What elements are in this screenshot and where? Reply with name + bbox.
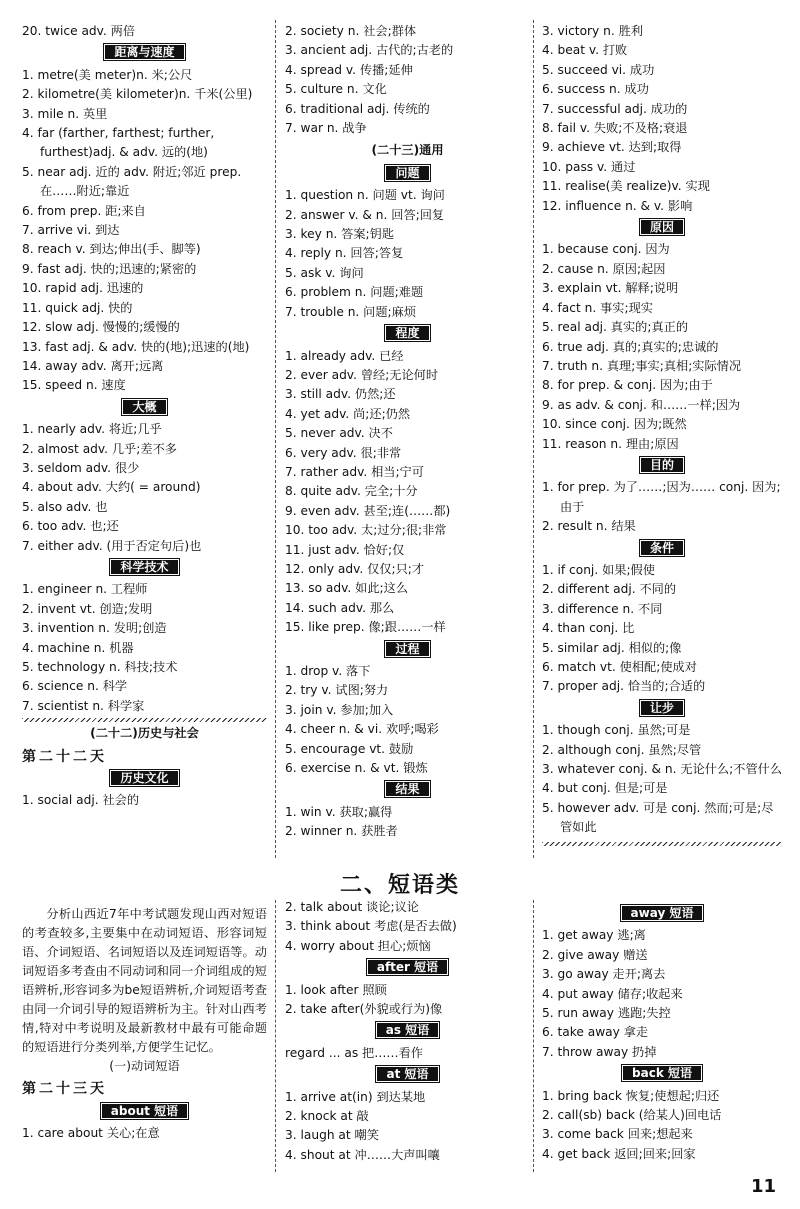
list-item: 1. care about 关心;在意 [22,1126,160,1141]
list-item: 3. laugh at 嘲笑 [285,1128,379,1143]
list-item: 1. because conj. 因为 [542,242,670,257]
list-item: 4. far (farther, farthest; further, furthest)adj. & adv. 远的(地) [22,126,215,160]
list-item: 2. call(sb) back (给某人)回电话 [542,1108,722,1123]
list-item: 2. result n. 结果 [542,519,636,534]
list-item: 4. about adv. 大约( = around) [22,480,201,495]
section-heading-as: as 短语 [285,1021,530,1040]
list-item: 2. almost adv. 几乎;差不多 [22,441,177,456]
list-item: 10. too adv. 太;过分;很;非常 [285,523,447,538]
list-item: 2. society n. 社会;群体 [285,24,417,38]
list-item: 9. even adv. 甚至;连(……都) [285,503,451,518]
phrase-list [285,981,530,1020]
list-item: 2. cause n. 原因;起因 [542,261,666,276]
list-item: 4. but conj. 但是;可是 [542,781,668,796]
list-item: 6. too adv. 也;还 [22,519,119,534]
word-list [285,347,530,638]
list-item: 5. near adj. 近的 adv. 附近;邻近 prep. 在……附近;靠近 [22,164,242,199]
word-list [542,721,782,837]
bottom-column-3 [542,902,782,1164]
section-heading-after: after 短语 [285,958,530,977]
list-item: 1. if conj. 如果;假使 [542,562,655,577]
word-list [22,22,267,41]
list-item: regard ... as 把……看作 [285,1045,423,1060]
list-item: 7. war n. 战争 [285,121,367,136]
intro-paragraph: 分析山西近7年中考试题发现山西对短语的考查较多,主要集中在动词短语、形容词短语、介词短语、名词短语以及连词短语等。动词短语多考查由不同动词和同一介词组成的短语辨析,形容词多为be短语辨析,介词短语考查由同一介词引导的短语辨析为主。针对山西考情,特对中考说明及最新教材中最有可能命题的短语进行分类列举,方便学生记忆。 [22,907,267,1054]
list-item: 4. beat v. 打败 [542,43,628,58]
section-heading-away: away 短语 [542,904,782,923]
list-item: 6. take away 拿走 [542,1025,649,1040]
list-item: 1. engineer n. 工程师 [22,582,148,597]
list-item: 14. away adv. 离开;远离 [22,358,164,373]
column-divider-4 [533,900,534,1172]
section-heading-about: about 短语 [22,1102,267,1121]
word-list [285,803,530,842]
list-item: 12. only adv. 仅仅;只;才 [285,561,425,576]
word-list [542,22,782,216]
list-item: 1. drop v. 落下 [285,664,371,678]
list-item: 3. seldom adv. 很少 [22,460,140,475]
subsection-title: (二十三)通用 [371,143,444,158]
section-heading-history: 历史文化 [22,769,267,788]
subsection-title: (二十二)历史与社会 [90,726,199,741]
list-item: 5. similar adj. 相似的;像 [542,640,682,655]
section-heading-reason: 原因 [542,218,782,237]
list-item: 5. never adv. 决不 [285,426,393,441]
list-item: 3. invention n. 发明;创造 [22,621,167,636]
list-item: 2. answer v. & n. 回答;回复 [285,207,445,222]
list-item: 6. match vt. 使相配;使成对 [542,660,697,674]
list-item: 3. explain vt. 解释;说明 [542,281,679,296]
list-item: 2. invent vt. 创造;发明 [22,601,153,616]
list-item: 6. science n. 科学 [22,679,128,694]
list-item: 6. from prep. 距;来自 [22,203,146,218]
word-list [22,580,267,716]
word-list [542,478,782,536]
list-item: 11. just adv. 恰好;仅 [285,542,405,557]
list-item: 2. try v. 试图;努力 [285,683,389,698]
day-label: 第二十二天 [22,748,107,765]
list-item: 8. fail v. 失败;不及格;衰退 [542,121,688,136]
list-item: 6. true adj. 真的;真实的;忠诚的 [542,339,719,354]
list-item: 4. spread v. 传播;延伸 [285,62,413,77]
section-heading-concession: 让步 [542,699,782,718]
list-item: 3. come back 回来;想起来 [542,1127,693,1142]
section-heading-question: 问题 [285,164,530,183]
word-list [542,561,782,697]
word-list [285,186,530,322]
bottom-column-1 [22,905,267,1144]
list-item: 2. give away 赠送 [542,947,648,962]
list-item: 5. also adv. 也 [22,499,108,514]
list-item: 7. proper adj. 恰当的;合适的 [542,679,706,694]
column-1 [22,22,267,811]
list-item: 8. quite adv. 完全;十分 [285,484,418,499]
list-item: 4. shout at 冲……大声叫嚷 [285,1147,440,1162]
list-item: 1. for prep. 为了……;因为…… conj. 因为;由于 [542,480,781,514]
list-item: 9. achieve vt. 达到;取得 [542,140,682,155]
column-2 [285,22,530,842]
list-item: 7. successful adj. 成功的 [542,101,688,116]
list-item: 9. as adv. & conj. 和……一样;因为 [542,397,741,412]
list-item: 14. such adv. 那么 [285,600,395,615]
word-list [285,22,530,138]
list-item: 4. machine n. 机器 [22,640,134,655]
list-item: 7. either adv. (用于否定句后)也 [22,538,202,553]
list-item: 7. throw away 扔掉 [542,1044,657,1059]
section-heading-purpose: 目的 [542,456,782,475]
list-item: 1. look after 照顾 [285,982,387,997]
section-heading-condition: 条件 [542,539,782,558]
list-item: 8. for prep. & conj. 因为;由于 [542,378,713,393]
list-item: 11. quick adj. 快的 [22,300,133,315]
list-item: 4. cheer n. & vi. 欢呼;喝彩 [285,722,439,737]
list-item: 6. traditional adj. 传统的 [285,101,430,116]
list-item: 8. reach v. 到达;伸出(手、脚等) [22,242,201,257]
list-item: 3. ancient adj. 古代的;古老的 [285,43,454,58]
list-item: 5. technology n. 科技;技术 [22,660,178,674]
list-item: 2. knock at 敲 [285,1109,369,1124]
list-item: 3. key n. 答案;钥匙 [285,227,395,242]
list-item: 4. yet adv. 尚;还;仍然 [285,406,411,421]
list-item: 4. reply n. 回答;答复 [285,246,404,261]
section-heading-distance: 距离与速度 [22,43,267,62]
list-item: 3. victory n. 胜利 [542,24,643,38]
section-title: 二、短语类 [339,873,460,898]
list-item: 3. still adv. 仍然;还 [285,387,396,402]
subsection-title: (一)动词短语 [109,1059,180,1073]
list-item: 3. think about 考虑(是否去做) [285,919,457,934]
list-item: 1. metre(美 meter)n. 米;公尺 [22,67,193,82]
phrase-list [22,1124,267,1143]
section-heading-process: 过程 [285,640,530,659]
list-item: 4. than conj. 比 [542,621,635,636]
wavy-divider [22,718,267,722]
column-3 [542,22,782,848]
list-item: 6. problem n. 问题;难题 [285,285,424,300]
bottom-column-2 [285,898,530,1165]
list-item: 13. so adv. 如此;这么 [285,581,409,596]
phrase-list [285,1088,530,1166]
section-heading-degree: 程度 [285,324,530,343]
page-number: 11 [750,1176,776,1197]
list-item: 1. social adj. 社会的 [22,793,140,808]
word-list [22,66,267,396]
list-item: 11. realise(美 realize)v. 实现 [542,179,710,194]
list-item: 2. kilometre(美 kilometer)n. 千米(公里) [22,87,253,102]
list-item: 6. very adv. 很;非常 [285,445,402,460]
phrase-list [542,1087,782,1165]
column-divider-1 [275,20,276,858]
list-item: 12. slow adj. 慢慢的;缓慢的 [22,320,180,335]
list-item: 1. already adv. 已经 [285,348,404,363]
list-item: 2. talk about 谈论;议论 [285,900,419,914]
list-item: 3. mile n. 英里 [22,106,108,121]
list-item: 10. since conj. 因为;既然 [542,417,687,432]
list-item: 2. different adj. 不同的 [542,582,677,597]
section-heading-at: at 短语 [285,1065,530,1084]
wavy-divider [542,842,782,846]
list-item: 2. winner n. 获胜者 [285,824,398,839]
list-item: 3. difference n. 不同 [542,601,663,616]
word-list [542,240,782,453]
list-item: 7. scientist n. 科学家 [22,698,145,713]
column-divider-2 [533,20,534,858]
phrase-list [285,898,530,956]
list-item: 5. real adj. 真实的;真正的 [542,320,689,335]
list-item: 4. get back 返回;回来;回家 [542,1146,696,1161]
list-item: 5. however adv. 可是 conj. 然而;可是;尽管如此 [542,800,774,835]
phrase-list [285,1044,530,1063]
list-item: 5. ask v. 询问 [285,265,364,280]
list-item: 1. question n. 问题 vt. 询问 [285,188,445,203]
list-item: 5. culture n. 文化 [285,82,387,97]
list-item: 3. whatever conj. & n. 无论什么;不管什么 [542,762,783,777]
section-heading-back: back 短语 [542,1064,782,1083]
list-item: 3. go away 走开;离去 [542,967,666,982]
day-label: 第二十三天 [22,1081,107,1098]
list-item: 13. fast adj. & adv. 快的(地);迅速的(地) [22,339,250,354]
section-heading-result: 结果 [285,780,530,799]
list-item: 11. reason n. 理由;原因 [542,436,679,451]
word-list [22,420,267,556]
list-item: 15. speed n. 速度 [22,378,126,393]
list-item: 6. exercise n. & vt. 锻炼 [285,761,428,776]
column-divider-3 [275,900,276,1172]
list-item: 1. get away 逃;离 [542,928,646,943]
list-item: 7. rather adv. 相当;宁可 [285,464,424,479]
phrase-list [542,926,782,1062]
list-item: 20. twice adv. 两倍 [22,24,136,38]
list-item: 1. nearly adv. 将近;几乎 [22,422,162,437]
list-item: 2. ever adv. 曾经;无论何时 [285,367,439,382]
list-item: 4. fact n. 事实;现实 [542,300,653,315]
list-item: 1. though conj. 虽然;可是 [542,723,691,738]
list-item: 9. fast adj. 快的;迅速的;紧密的 [22,261,197,276]
list-item: 5. encourage vt. 鼓励 [285,741,414,756]
list-item: 7. arrive vi. 到达 [22,223,120,238]
list-item: 2. take after(外貌或行为)像 [285,1002,443,1017]
list-item: 7. trouble n. 问题;麻烦 [285,304,417,319]
list-item: 3. join v. 参加;加入 [285,702,394,717]
list-item: 4. worry about 担心;烦恼 [285,938,431,953]
list-item: 15. like prep. 像;跟……一样 [285,620,446,635]
list-item: 4. put away 储存;收起来 [542,986,683,1001]
word-list [285,662,530,778]
list-item: 5. succeed vi. 成功 [542,62,655,77]
list-item: 1. bring back 恢复;使想起;归还 [542,1088,720,1103]
list-item: 5. run away 逃跑;失控 [542,1006,671,1021]
list-item: 12. influence n. & v. 影响 [542,198,693,213]
list-item: 1. win v. 获取;赢得 [285,804,393,819]
list-item: 10. rapid adj. 迅速的 [22,281,144,296]
section-heading-tech: 科学技术 [22,558,267,577]
list-item: 2. although conj. 虽然;尽管 [542,742,702,757]
list-item: 6. success n. 成功 [542,82,649,97]
section-heading-approx: 大概 [22,398,267,417]
word-list [22,791,267,810]
list-item: 1. arrive at(in) 到达某地 [285,1089,426,1104]
list-item: 10. pass v. 通过 [542,159,636,174]
list-item: 7. truth n. 真理;事实;真相;实际情况 [542,358,742,373]
